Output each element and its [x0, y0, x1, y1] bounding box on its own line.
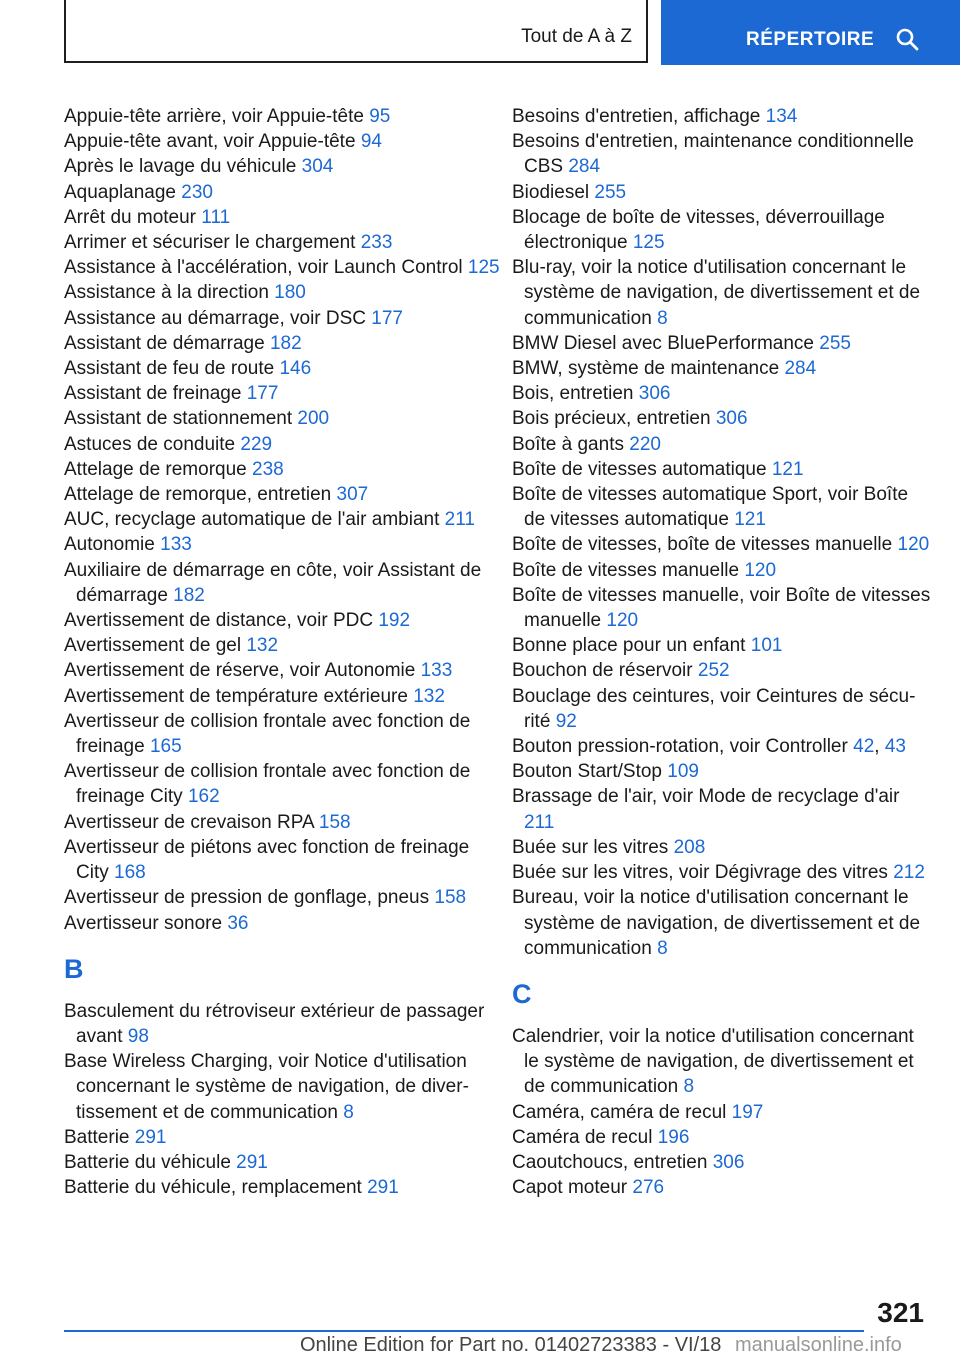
page-link[interactable]: 230 — [181, 181, 213, 203]
index-entry-term: Boîte de vitesses, boîte de vitesses manuelle — [512, 534, 893, 556]
index-entry — [64, 558, 504, 608]
page-link[interactable]: 98 — [127, 1025, 149, 1047]
index-entry-term: Avertisseur de crevaison RPA — [64, 811, 314, 833]
index-entry-term: Bois précieux, entretien — [512, 408, 711, 430]
page-link[interactable]: 307 — [336, 484, 369, 506]
index-entry — [64, 129, 504, 154]
index-entry-term: Bonne place pour un enfant — [512, 635, 746, 657]
index-entry-term: Attelage de remorque, entretien — [64, 484, 332, 506]
page-link[interactable]: 284 — [568, 156, 601, 178]
page-link[interactable]: 177 — [246, 383, 279, 405]
page-link[interactable]: 109 — [667, 761, 699, 783]
tab-a-to-z-label: Tout de A à Z — [521, 26, 632, 47]
index-entry-term: Avertissement de réserve, voir Autonomie — [64, 660, 416, 682]
index-entry — [512, 205, 932, 255]
index-entry — [512, 457, 932, 482]
page-link[interactable]: 180 — [274, 282, 306, 304]
index-entry-term: Assistance au démarrage, voir DSC — [64, 307, 367, 329]
page-link[interactable]: 121 — [734, 509, 766, 531]
index-entry — [512, 1100, 932, 1125]
index-entry-term: Biodiesel — [512, 181, 590, 203]
index-entry-term: Bureau, voir la notice d'utilisation concernant le système de navigation, de divertissement et de communication — [512, 887, 921, 959]
index-entry-term: AUC, recyclage automatique de l'air ambiant — [64, 509, 440, 531]
index-entry-term: Batterie du véhicule, remplacement — [64, 1177, 362, 1199]
index-entry-term: Boîte de vitesses manuelle — [512, 559, 740, 581]
page-link[interactable]: 196 — [657, 1126, 690, 1148]
index-entry — [512, 684, 932, 734]
index-entry — [512, 1150, 932, 1175]
index-entry-term: Assistant de feu de route — [64, 358, 275, 380]
page-link[interactable]: 306 — [638, 383, 671, 405]
page-link[interactable]: 220 — [629, 433, 661, 455]
index-entry — [512, 1024, 932, 1100]
index-entry-term: Arrimer et sécuriser le chargement — [64, 232, 356, 254]
index-entry — [64, 104, 504, 129]
index-entry — [512, 180, 932, 205]
page-link[interactable]: 8 — [657, 937, 668, 959]
index-entry — [64, 1150, 504, 1175]
page-link[interactable]: 229 — [240, 433, 273, 455]
page-link[interactable]: 306 — [715, 408, 748, 430]
index-entry-term: Avertisseur sonore — [64, 912, 223, 934]
index-entry-term: Basculement du rétroviseur extérieur de passager avant — [64, 1000, 485, 1047]
page-link[interactable]: 132 — [413, 685, 445, 707]
page-link[interactable]: 197 — [731, 1101, 764, 1123]
index-entry-term: Blocage de boîte de vitesses, déverrouillage électronique — [512, 206, 885, 254]
footer-watermark: manualsonline.info — [735, 1334, 902, 1356]
index-entry — [64, 1125, 504, 1150]
index-entry — [512, 104, 932, 129]
index-entry-term: Boîte de vitesses automatique Sport, voir Boîte de vitesses automatique — [512, 484, 909, 531]
index-entry-term: Astuces de conduite — [64, 433, 236, 455]
index-entry-term: Bouclage des ceintures, voir Ceintures de sécurité — [512, 685, 916, 732]
index-entry-term: Besoins d'entretien, maintenance conditionnelle CBS — [512, 131, 914, 178]
index-entry — [64, 684, 504, 709]
page-link[interactable]: 42 — [853, 736, 875, 758]
tab-index-label: RÉPERTOIRE — [746, 29, 875, 50]
index-entry-term: Caméra, caméra de recul — [512, 1101, 727, 1123]
index-entry-term: Avertissement de gel — [64, 635, 242, 657]
page-link[interactable]: 111 — [201, 206, 231, 228]
page-link[interactable]: 120 — [606, 610, 639, 632]
index-entry-term: Calendrier, voir la notice d'utilisation concernant le système de navigation, de divertissement et de communication — [512, 1025, 914, 1098]
index-entry-term: Assistance à la direction — [64, 282, 269, 304]
index-entry-term: Bouchon de réservoir — [512, 660, 693, 682]
tab-a-to-z[interactable] — [64, 0, 648, 63]
page-link[interactable]: 182 — [269, 332, 302, 354]
index-entry — [64, 406, 504, 431]
index-entry-term: Avertisseur de pression de gonflage, pneus — [64, 887, 430, 909]
footer-divider — [64, 1330, 864, 1332]
page-link[interactable]: 92 — [555, 710, 577, 732]
page-link[interactable]: 276 — [632, 1177, 665, 1199]
page-link[interactable]: 8 — [343, 1101, 354, 1123]
index-entry-term: Bois, entretien — [512, 383, 634, 405]
index-entry-term: Assistant de freinage — [64, 383, 242, 405]
index-entry — [64, 255, 504, 280]
page-number: 321 — [877, 1297, 924, 1328]
index-entry — [64, 1049, 504, 1125]
index-entry-term: Autonomie — [64, 534, 155, 556]
page-link[interactable]: 291 — [134, 1126, 167, 1148]
section-letter: B — [64, 953, 84, 984]
index-entry — [64, 507, 504, 532]
index-entry — [64, 180, 504, 205]
index-entry — [64, 381, 504, 406]
page-link[interactable]: 306 — [712, 1151, 745, 1173]
index-entry — [64, 633, 504, 658]
page-link[interactable]: 304 — [301, 156, 334, 178]
page-link[interactable]: 212 — [893, 862, 925, 884]
index-entry-term: Assistance à l'accélération, voir Launch Control — [64, 257, 463, 279]
index-entry — [64, 356, 504, 381]
index-entry-term: Boîte de vitesses manuelle, voir Boîte de vitesses manuelle — [512, 584, 931, 632]
page-link[interactable]: 291 — [236, 1151, 268, 1173]
index-entry — [64, 999, 504, 1049]
page-link[interactable]: 162 — [187, 786, 220, 808]
index-entry — [64, 331, 504, 356]
footer-edition-text: Online Edition for Part no. 01402723383 - VI/18 — [300, 1334, 722, 1356]
index-entry-term: BMW, système de maintenance — [512, 358, 780, 380]
index-entry-term: Batterie du véhicule — [64, 1151, 231, 1173]
page-link[interactable]: 36 — [227, 912, 249, 934]
index-entry-term: Avertissement de température extérieure — [64, 685, 408, 707]
page-link[interactable]: 158 — [318, 811, 351, 833]
page-link[interactable]: 8 — [657, 307, 668, 329]
index-entry — [64, 482, 504, 507]
page-link[interactable]: 177 — [371, 307, 403, 329]
index-entry — [512, 759, 932, 784]
index-entry — [512, 381, 932, 406]
index-entry — [512, 835, 932, 860]
index-entry-term: BMW Diesel avec BluePerformance — [512, 332, 814, 354]
index-entry-term: Après le lavage du véhicule — [64, 156, 297, 178]
index-entry-term: Besoins d'entretien, affichage — [512, 106, 761, 127]
index-entry-term: Buée sur les vitres, voir Dégivrage des vitres — [512, 862, 888, 884]
index-entry-term: Buée sur les vitres — [512, 836, 669, 858]
page-link[interactable]: 121 — [771, 458, 804, 480]
index-entry — [64, 911, 504, 936]
page-link[interactable]: 125 — [632, 232, 665, 254]
index-entry — [64, 835, 504, 885]
page-link[interactable]: 120 — [744, 559, 777, 581]
page-link[interactable]: 291 — [367, 1177, 399, 1199]
page-link[interactable]: 233 — [360, 232, 393, 254]
index-entry-term: Bouton Start/Stop — [512, 761, 662, 783]
index-entry-term: Capot moteur — [512, 1177, 628, 1199]
index-entry-term: Caméra de recul — [512, 1126, 653, 1148]
page-link[interactable]: 284 — [784, 358, 817, 380]
page-link[interactable]: 252 — [697, 660, 730, 682]
index-entry — [512, 1125, 932, 1150]
index-entry-term: Assistant de stationnement — [64, 408, 293, 430]
index-entry — [64, 759, 504, 809]
page-link[interactable]: 132 — [246, 635, 279, 657]
index-entry: Bouton pression-rotation, voir Controller 42, 43 — [512, 736, 906, 758]
index-entry-term: Caoutchoucs, entretien — [512, 1151, 708, 1173]
index-entry — [512, 885, 932, 961]
tab-index[interactable] — [661, 0, 960, 65]
index-entry-term: Boîte de vitesses automatique — [512, 458, 767, 480]
page-link[interactable]: 101 — [750, 635, 783, 657]
page-link[interactable]: 125 — [467, 257, 500, 279]
index-entry — [512, 633, 932, 658]
page-link[interactable]: 168 — [114, 862, 146, 884]
index-entry — [64, 432, 504, 457]
page-link[interactable]: 8 — [683, 1076, 695, 1098]
index-column-left — [64, 104, 504, 1200]
page-link[interactable]: 165 — [149, 736, 182, 758]
page-link[interactable]: 255 — [594, 181, 627, 203]
index-entry-term: Avertisseur de collision frontale avec fonction de freinage — [64, 710, 471, 758]
index-entry-term: Aquaplanage — [64, 181, 176, 203]
index-entry-term: Bouton pression-rotation, voir Controller — [512, 736, 848, 758]
index-entry — [512, 784, 932, 834]
index-entry — [64, 457, 504, 482]
page-link[interactable]: 255 — [819, 332, 851, 354]
page-link[interactable]: 158 — [434, 887, 467, 909]
index-entry — [512, 482, 932, 532]
index-entry — [512, 658, 932, 683]
index-entry — [512, 255, 932, 331]
page-link[interactable]: 211 — [524, 811, 555, 833]
index-entry — [64, 608, 504, 633]
index-entry-term: Boîte à gants — [512, 433, 624, 455]
index-entry — [512, 583, 932, 633]
index-entry — [64, 280, 504, 305]
page-link[interactable]: 238 — [252, 458, 284, 480]
index-entry-term: Avertisseur de piétons avec fonction de freinage City — [64, 836, 470, 884]
page-link[interactable]: 94 — [360, 131, 382, 153]
index-entry — [64, 154, 504, 179]
index-entry-term: Batterie — [64, 1126, 130, 1148]
page-link[interactable]: 43 — [884, 736, 906, 758]
index-entry-term: Avertisseur de collision frontale avec fonction de freinage City — [64, 761, 471, 808]
page-link[interactable]: 211 — [444, 509, 475, 531]
index-entry-term: Arrêt du moteur — [64, 206, 196, 228]
index-entry — [512, 331, 932, 356]
page-link[interactable]: 134 — [765, 106, 798, 127]
index-entry — [64, 885, 504, 910]
page-link[interactable]: 133 — [160, 534, 192, 556]
page-link[interactable]: 95 — [369, 106, 391, 127]
index-entry — [512, 432, 932, 457]
index-entry — [512, 860, 932, 885]
index-entry-term: Base Wireless Charging, voir Notice d'utilisation concernant le système de navigation, de divertissement et de communication — [64, 1051, 469, 1123]
index-entry — [512, 356, 932, 381]
page-link[interactable]: 192 — [378, 610, 411, 632]
index-entry-term: Assistant de démarrage — [64, 332, 265, 354]
index-entry — [64, 810, 504, 835]
index-entry — [64, 709, 504, 759]
index-entry — [512, 532, 932, 557]
index-entry-term: Appuie-tête avant, voir Appuie-tête — [64, 131, 356, 153]
index-entry-term: Appuie-tête arrière, voir Appuie-tête — [64, 106, 364, 127]
page-link[interactable]: 208 — [673, 836, 706, 858]
index-column-right — [512, 104, 932, 1200]
index-entry — [512, 1175, 932, 1200]
index-entry — [512, 558, 932, 583]
search-icon[interactable] — [895, 27, 919, 56]
index-entry — [64, 658, 504, 683]
index-entry-term: Attelage de remorque — [64, 458, 247, 480]
index-entry — [64, 306, 504, 331]
page-link[interactable]: 120 — [897, 534, 930, 556]
index-entry-term: Brassage de l'air, voir Mode de recyclage d'air — [512, 786, 900, 808]
page-link[interactable]: 182 — [173, 584, 205, 606]
page-link[interactable]: 200 — [297, 408, 330, 430]
index-entry — [64, 532, 504, 557]
index-entry — [64, 230, 504, 255]
page-link[interactable]: 133 — [420, 660, 453, 682]
index-entry-term: Auxiliaire de démarrage en côte, voir Assistant de démarrage — [64, 559, 482, 606]
index-entry — [512, 406, 932, 431]
index-entry — [64, 1175, 504, 1200]
index-entry — [64, 205, 504, 230]
index-entry — [512, 129, 932, 179]
section-letter: C — [512, 978, 532, 1009]
page-link[interactable]: 146 — [279, 358, 312, 380]
index-entry-term: Avertissement de distance, voir PDC — [64, 610, 374, 632]
index-entry-term: Blu-ray, voir la notice d'utilisation concernant le système de navigation, de divertissement et de communication — [512, 257, 921, 329]
